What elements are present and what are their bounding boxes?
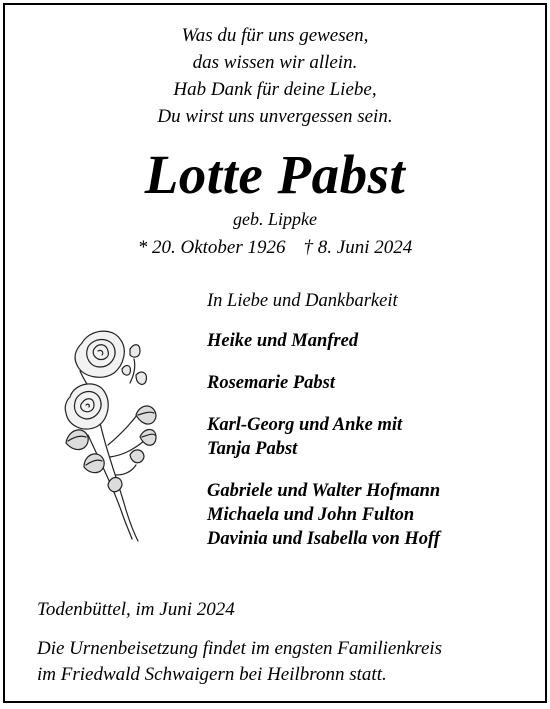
poem	[5, 22, 545, 130]
mourner-group	[207, 329, 537, 353]
mourner-line: Heike und Manfred	[207, 331, 359, 351]
rose-icon	[60, 325, 160, 545]
poem-line: Hab Dank für deine Liebe,	[173, 79, 377, 100]
funeral-note-line: Die Urnenbeisetzung findet im engsten Familienkreis	[37, 638, 443, 659]
deceased-name: Lotte Pabst	[144, 144, 406, 205]
mourner-line: Michaela und John Fulton	[207, 505, 415, 525]
mourner-group	[207, 479, 537, 551]
poem-line: das wissen wir allein.	[192, 52, 358, 73]
poem-line: Was du für uns gewesen,	[181, 25, 369, 46]
mourner-line: Tanja Pabst	[207, 439, 298, 459]
funeral-note	[37, 636, 442, 688]
mourner-group	[207, 371, 537, 395]
birth-date: * 20. Oktober 1926	[137, 237, 286, 258]
mourners-list	[207, 288, 537, 569]
poem-line: Du wirst uns unvergessen sein.	[157, 106, 393, 127]
mourner-line: Rosemarie Pabst	[207, 373, 335, 393]
funeral-note-line: im Friedwald Schwaigern bei Heilbronn statt.	[37, 664, 387, 685]
place-date: Todenbüttel, im Juni 2024	[37, 599, 235, 620]
birth-name: geb. Lippke	[233, 209, 317, 229]
mourner-line: Davinia und Isabella von Hoff	[207, 529, 440, 549]
mourner-group	[207, 413, 537, 461]
mourners-intro: In Liebe und Dankbarkeit	[207, 291, 398, 311]
life-dates	[5, 235, 545, 261]
death-date: † 8. Juni 2024	[303, 237, 413, 258]
obituary-notice	[3, 3, 547, 703]
mourner-line: Karl-Georg und Anke mit	[207, 415, 403, 435]
mourner-line: Gabriele und Walter Hofmann	[207, 481, 441, 501]
